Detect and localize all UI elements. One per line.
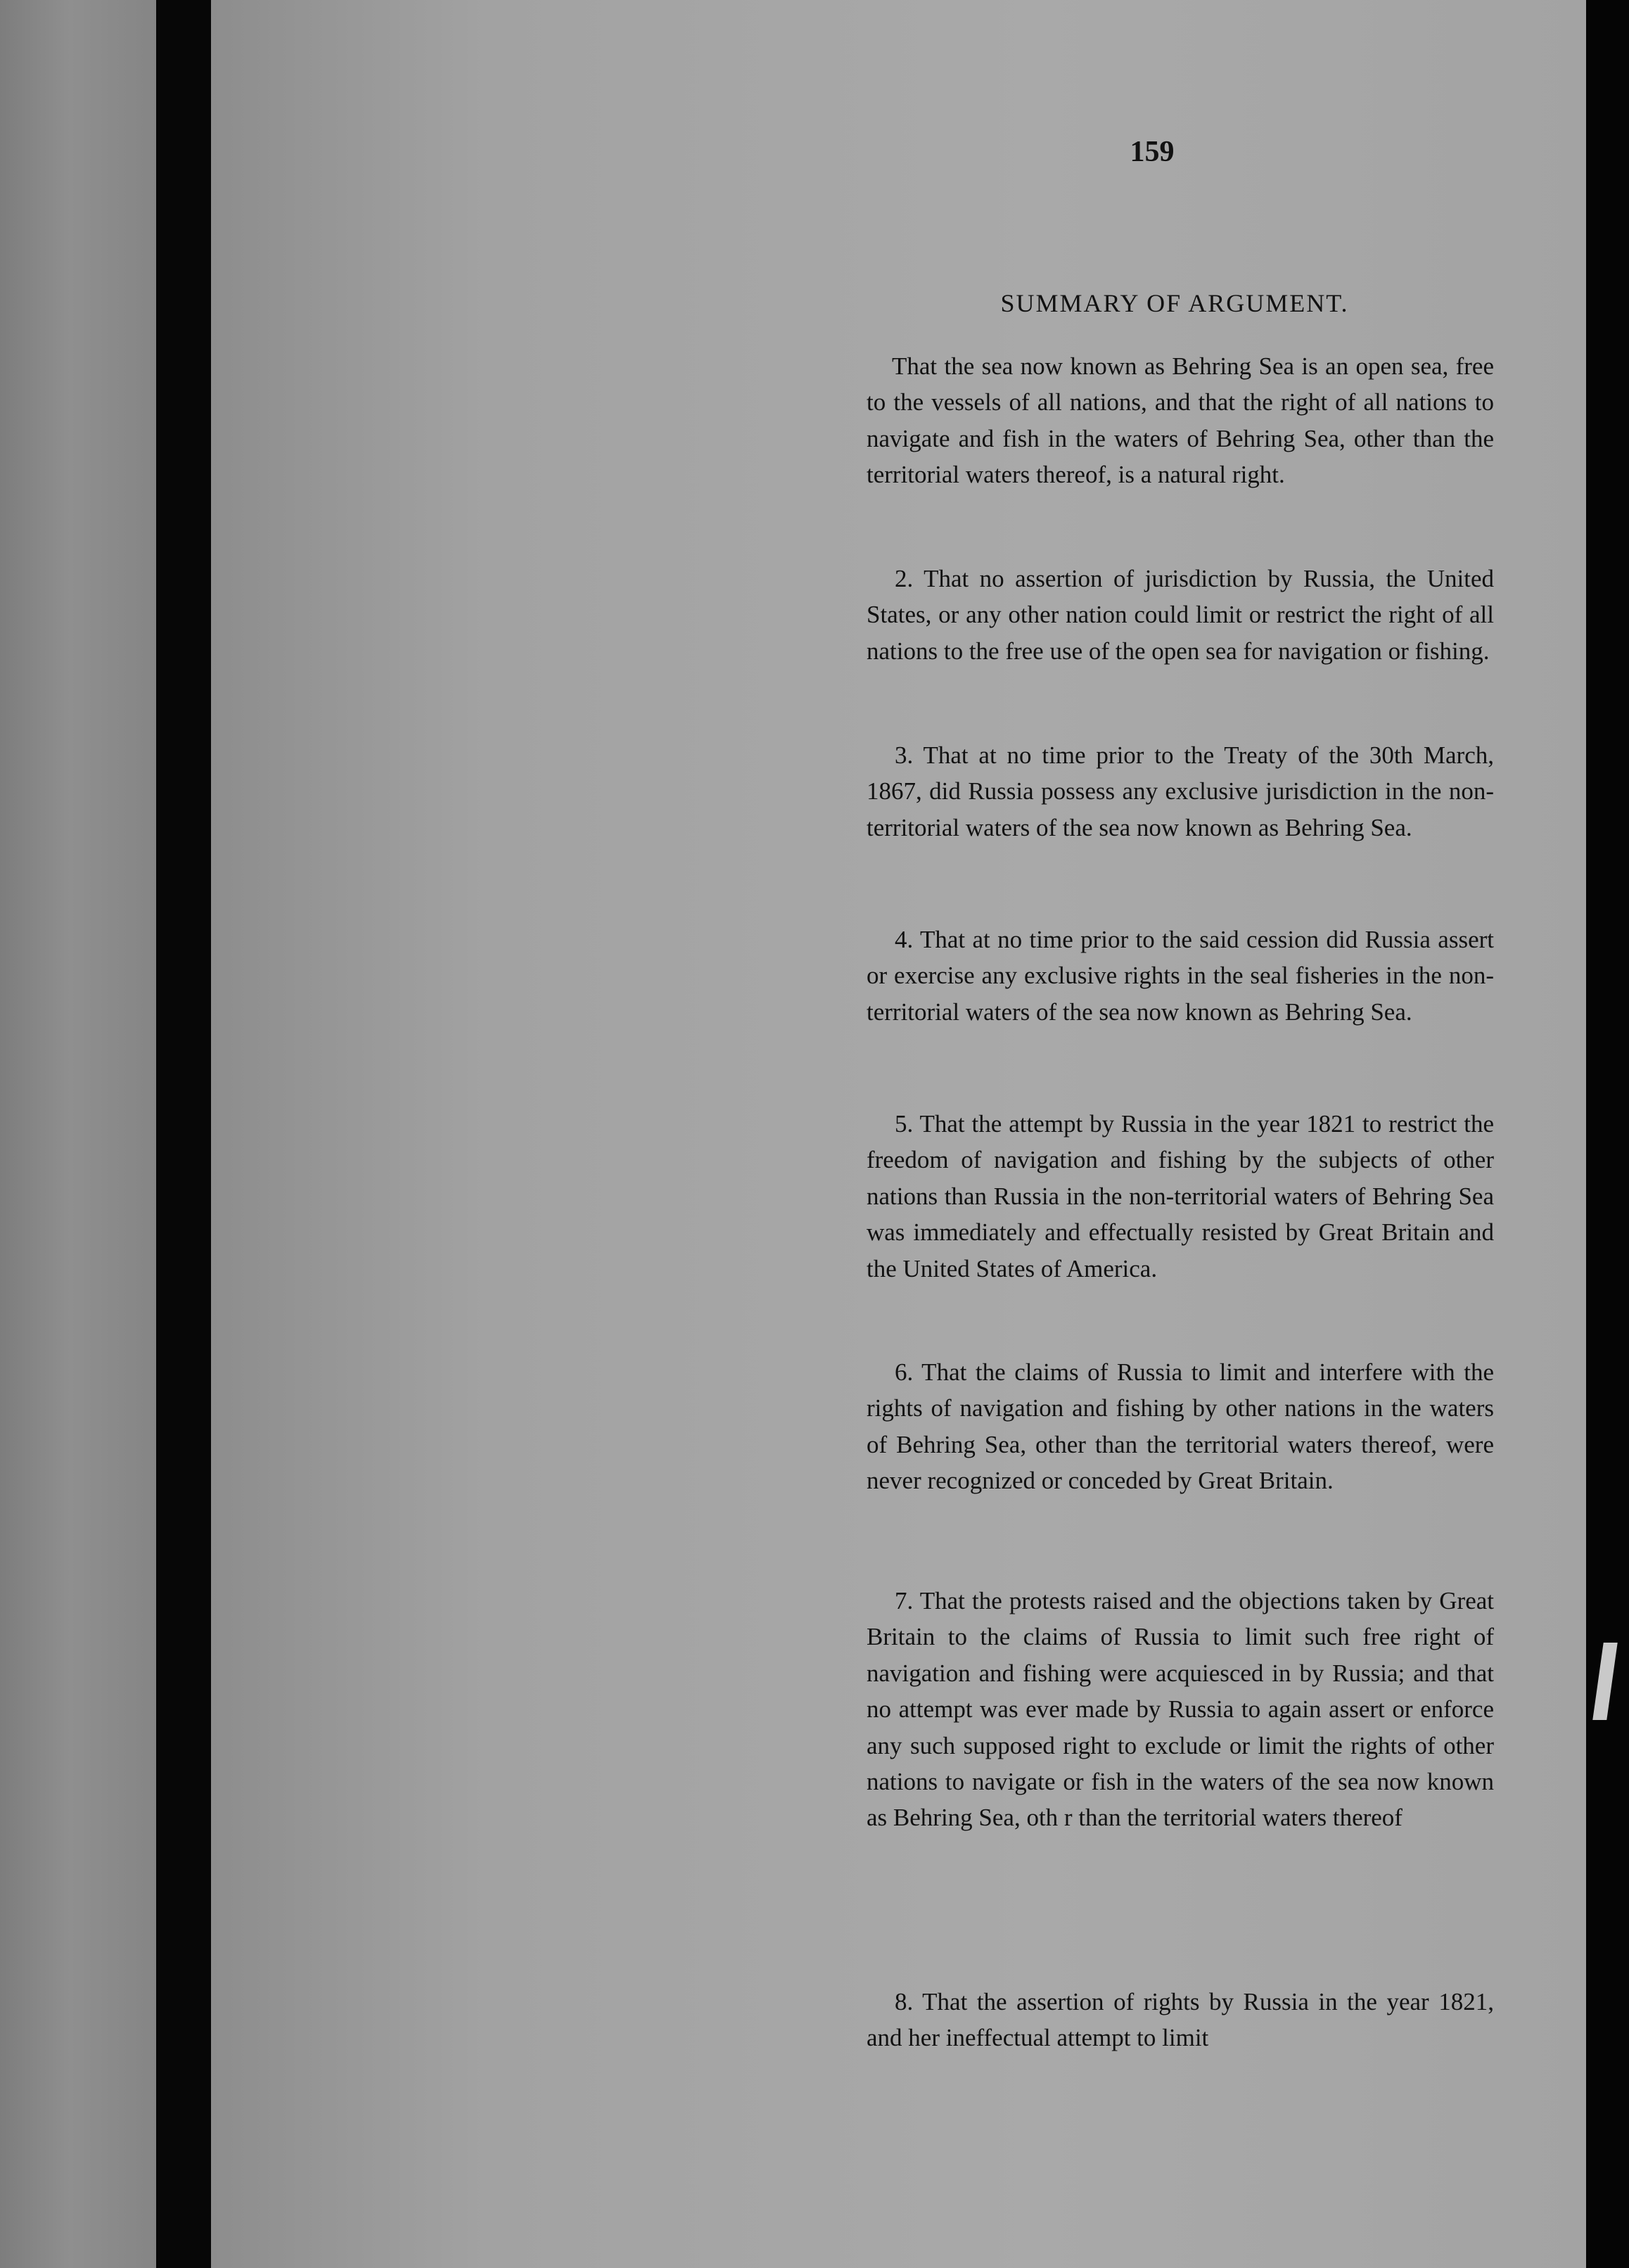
paragraph-text: 4. That at no time prior to the said cession did Russia assert or exercise any exclusive rights in the seal fisheries in the non-territorial waters of the sea now known as Behring Sea.: [867, 926, 1494, 1026]
page-heading: SUMMARY OF ARGUMENT.: [1000, 289, 1349, 317]
paragraph-text: That the sea now known as Behring Sea is an open sea, free to the vessels of all nations, and that the right of all nations to navigate and fish in the waters of Behring Sea, other than the territorial waters thereof, is a natural right.: [867, 352, 1494, 489]
paragraph-text: 6. That the claims of Russia to limit and interfere with the rights of navigation and fishing by other nations in the waters of Behring Sea, other than the territorial waters thereof, were never recognized or conceded by Great Britain.: [867, 1358, 1494, 1495]
argument-paragraph: [867, 1583, 1494, 1836]
argument-paragraph: [867, 737, 1494, 846]
page-border: [1586, 0, 1629, 2268]
argument-paragraph: [867, 561, 1494, 669]
paragraph-text: 8. That the assertion of rights by Russia in the year 1821, and her ineffectual attempt to limit: [867, 1988, 1494, 2052]
book-gutter: [156, 0, 211, 2268]
argument-paragraph: [867, 1106, 1494, 1287]
paragraph-text: 5. That the attempt by Russia in the year 1821 to restrict the freedom of navigation and fishing by the subjects of other nations than Russia in the non-territorial waters of Behring Sea was immediately and effectually resisted by Great Britain and the United States of America.: [867, 1110, 1494, 1282]
page-number: 159: [1130, 136, 1175, 168]
argument-paragraph: [867, 348, 1494, 493]
argument-paragraph: [867, 1984, 1494, 2056]
paragraph-text: 3. That at no time prior to the Treaty of the 30th March, 1867, did Russia possess any exclusive jurisdiction in the non-territorial waters of the sea now known as Behring Sea.: [867, 741, 1494, 841]
paragraph-text: 2. That no assertion of jurisdiction by Russia, the United States, or any other nation could limit or restrict the right of all nations to the free use of the open sea for navigation or fishing.: [867, 565, 1494, 665]
facing-page-edge: [0, 0, 156, 2268]
paragraph-text: 7. That the protests raised and the objections taken by Great Britain to the claims of Russia to limit such free right of navigation and fishing were acquiesced in by Russia; and that no attempt was ever made by Russia to again assert or enforce any such supposed right to exclude or limit the rights of other nations to navigate or fish in the waters of the sea now known as Behring Sea, oth r than the territorial waters thereof: [867, 1587, 1494, 1832]
argument-paragraph: [867, 1354, 1494, 1499]
argument-paragraph: [867, 922, 1494, 1030]
